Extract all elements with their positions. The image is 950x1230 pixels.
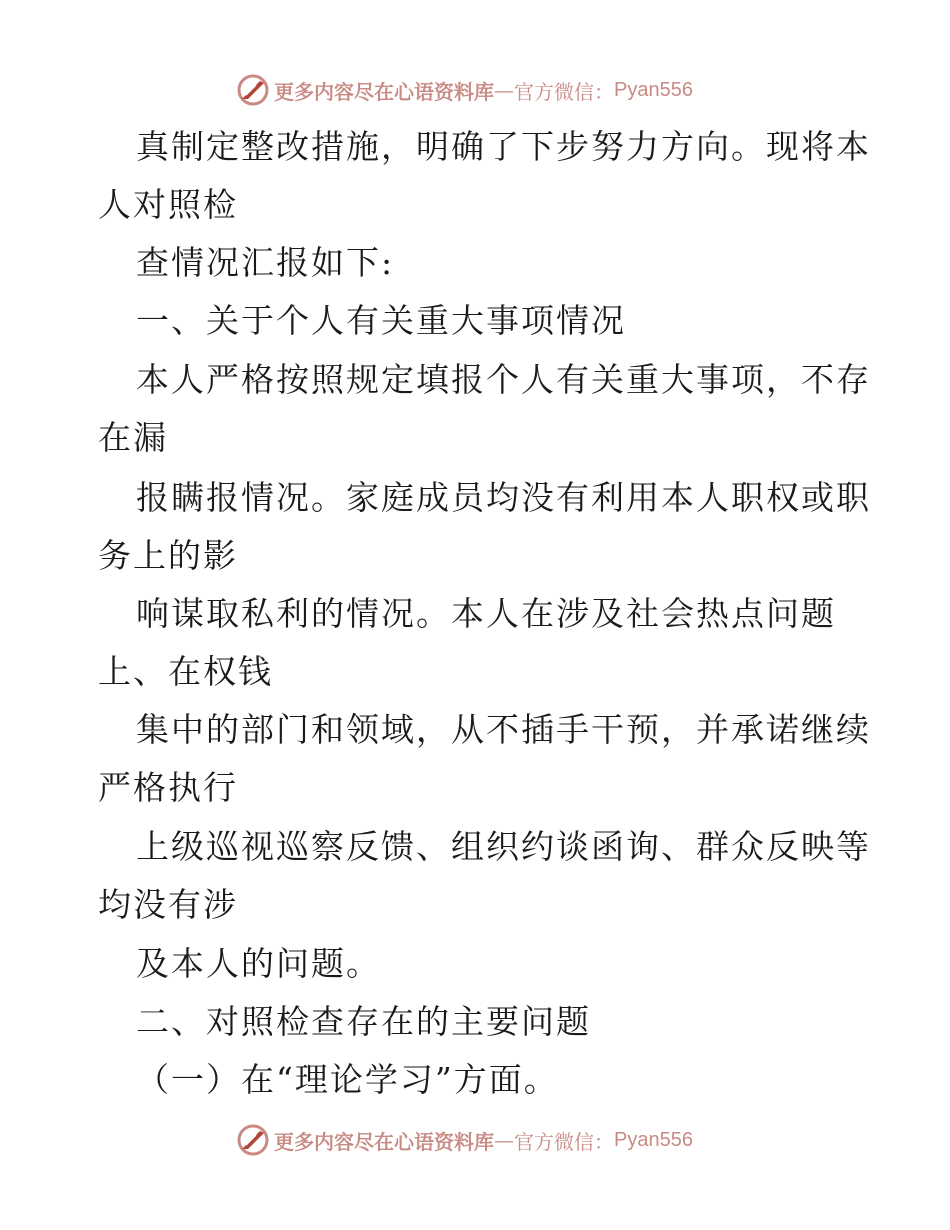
banner-separator: — bbox=[494, 78, 514, 102]
banner-separator: — bbox=[494, 1128, 514, 1152]
body-line: 均没有涉 bbox=[98, 885, 238, 924]
footer-watermark-banner bbox=[236, 1122, 693, 1158]
body-line: 严格执行 bbox=[98, 768, 238, 807]
banner-official-label: 官方微信： bbox=[514, 1129, 614, 1154]
body-line: 本人严格按照规定填报个人有关重大事项，不存 bbox=[136, 360, 871, 399]
body-line: 上级巡视巡察反馈、组织约谈函询、群众反映等 bbox=[136, 827, 871, 866]
section-heading: 二、对照检查存在的主要问题 bbox=[136, 1002, 591, 1041]
banner-wechat-id: Pyan556 bbox=[614, 78, 693, 101]
body-line: 及本人的问题。 bbox=[136, 944, 381, 983]
body-line: 人对照检 bbox=[98, 185, 238, 224]
body-line: 查情况汇报如下: bbox=[136, 243, 395, 282]
body-line: 务上的影 bbox=[98, 536, 238, 575]
body-line: 报瞒报情况。家庭成员均没有利用本人职权或职 bbox=[136, 478, 871, 517]
banner-official-label: 官方微信： bbox=[514, 79, 614, 104]
quill-logo-icon bbox=[236, 1123, 270, 1157]
section-heading: 一、关于个人有关重大事项情况 bbox=[136, 301, 626, 340]
subsection-heading: （一）在“理论学习”方面。 bbox=[136, 1060, 559, 1099]
body-line: 响谋取私利的情况。本人在涉及社会热点问题 bbox=[136, 594, 836, 633]
banner-wechat-id: Pyan556 bbox=[614, 1128, 693, 1151]
body-line: 真制定整改措施，明确了下步努力方向。现将本 bbox=[136, 127, 871, 166]
body-line: 上、在权钱 bbox=[98, 652, 273, 691]
body-line: 在漏 bbox=[98, 418, 168, 457]
banner-main-text: 更多内容尽在心语资料库 bbox=[274, 1129, 494, 1154]
quill-logo-icon bbox=[236, 73, 270, 107]
body-line: 集中的部门和领域，从不插手干预，并承诺继续 bbox=[136, 710, 871, 749]
header-watermark-banner bbox=[236, 72, 693, 108]
banner-main-text: 更多内容尽在心语资料库 bbox=[274, 79, 494, 104]
